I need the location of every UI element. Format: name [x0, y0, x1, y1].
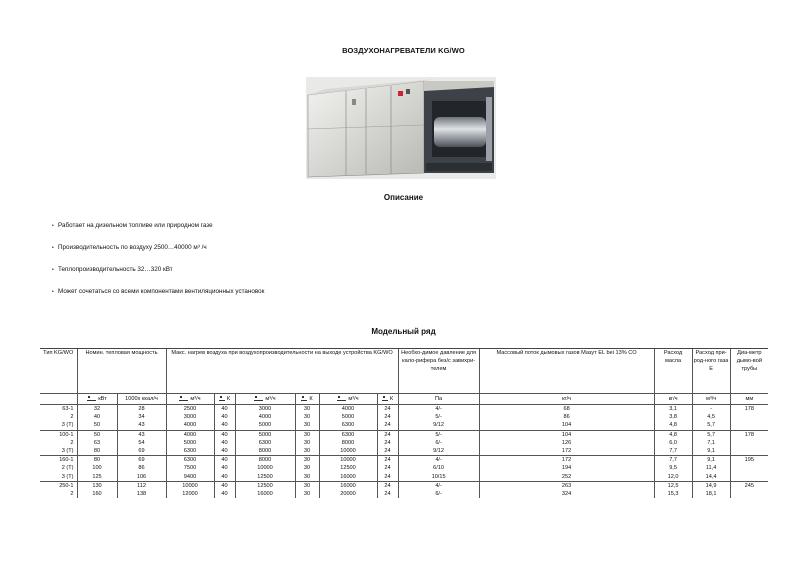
cell-pa: 10/15	[398, 473, 479, 482]
unit-cell: кВт	[77, 394, 117, 405]
cell-kcal: 69	[117, 447, 166, 456]
cell-dia	[730, 473, 768, 482]
cell-k2: 30	[295, 405, 319, 414]
cell-k2: 30	[295, 421, 319, 430]
cell-dia	[730, 464, 768, 472]
cell-type: 3 (T)	[61, 448, 74, 455]
cell-k1: 40	[214, 439, 235, 447]
cell-flue: 86	[479, 413, 654, 421]
cell-gas: 11,4	[692, 464, 730, 472]
table-row	[40, 481, 768, 490]
cell-pa: 9/12	[398, 447, 479, 456]
model-range-heading: Модельный ряд	[371, 327, 436, 336]
cell-pa: 6/10	[398, 464, 479, 472]
cell-oil: 12,5	[654, 481, 692, 490]
cell-oil: 4,8	[654, 430, 692, 439]
cell-gas: 5,7	[692, 421, 730, 430]
cell-dia	[730, 413, 768, 421]
cell-k3: 24	[377, 447, 398, 456]
cell-v3: 16000	[319, 473, 377, 482]
cell-type: 160-1	[40, 456, 77, 465]
cell-pa: 4/-	[398, 456, 479, 465]
cell-v3: 12500	[319, 464, 377, 472]
cell-k1: 40	[214, 473, 235, 482]
cell-pa: 6/-	[398, 490, 479, 498]
cell-pa: 6/-	[398, 439, 479, 447]
cell-v2: 16000	[235, 490, 295, 498]
cell-k3: 24	[377, 456, 398, 465]
cell-k1: 40	[214, 421, 235, 430]
cell-k1: 40	[214, 430, 235, 439]
cell-k3: 24	[377, 439, 398, 447]
cell-gas: 9,1	[692, 456, 730, 465]
cell-gas: 18,1	[692, 490, 730, 498]
table-row	[40, 439, 768, 447]
cell-kcal: 69	[117, 456, 166, 465]
header-oil-consumption: Расход масла	[654, 349, 692, 394]
cell-k3: 24	[377, 430, 398, 439]
cell-v2: 12500	[235, 481, 295, 490]
cell-k2: 30	[295, 413, 319, 421]
cell-flue: 68	[479, 405, 654, 414]
cell-v2: 12500	[235, 473, 295, 482]
cell-v2: 5000	[235, 421, 295, 430]
feature-item: • Может сочетаться со всеми компонентами вентиляционных установок	[58, 288, 264, 295]
unit-cell: 1000x ккал/ч	[117, 394, 166, 405]
cell-type: 2	[70, 414, 74, 421]
cell-v3: 5000	[319, 413, 377, 421]
cell-kcal: 43	[117, 421, 166, 430]
header-chimney-diameter: Диа-метр дымо-вой трубы	[730, 349, 768, 394]
cell-pa: 5/-	[398, 430, 479, 439]
unit-cell	[40, 394, 77, 405]
cell-k3: 24	[377, 464, 398, 472]
cell-v2: 3000	[235, 405, 295, 414]
cell-v2: 6300	[235, 439, 295, 447]
table-body	[40, 405, 768, 499]
cell-v3: 10000	[319, 456, 377, 465]
cell-dia: 245	[730, 481, 768, 490]
cell-kw: 160	[77, 490, 117, 498]
cell-dia	[730, 439, 768, 447]
cell-dia	[730, 447, 768, 456]
table-row	[40, 430, 768, 439]
cell-v3: 10000	[319, 447, 377, 456]
unit-cell: м³/ч	[319, 394, 377, 405]
unit-cell: К	[295, 394, 319, 405]
unit-cell: м³/ч	[235, 394, 295, 405]
cell-type: 3 (T)	[61, 422, 74, 429]
cell-oil: 15,3	[654, 490, 692, 498]
cell-dia: 178	[730, 430, 768, 439]
table-units-row	[40, 394, 768, 405]
cell-kcal: 86	[117, 464, 166, 472]
unit-cell: К	[214, 394, 235, 405]
cell-kw: 63	[77, 439, 117, 447]
cell-v1: 4000	[166, 430, 214, 439]
cell-type: 2	[70, 439, 74, 446]
header-type: Тип KG/WO	[40, 349, 77, 394]
cell-v1: 6300	[166, 447, 214, 456]
cell-v1: 6300	[166, 456, 214, 465]
cell-v2: 4000	[235, 413, 295, 421]
cell-k1: 40	[214, 405, 235, 414]
cell-kcal: 28	[117, 405, 166, 414]
cell-type: 250-1	[40, 481, 77, 490]
cell-kcal: 43	[117, 430, 166, 439]
header-max-heating: Макс. нагрев воздуха при воздухопроизводительности на выходе устройства KG/WO	[166, 349, 398, 394]
unit-cell: кг/ч	[654, 394, 692, 405]
feature-item: • Теплопроизводительность 32…320 кВт	[58, 266, 173, 273]
cell-flue: 252	[479, 473, 654, 482]
cell-flue: 104	[479, 430, 654, 439]
cell-type: 2	[70, 491, 74, 498]
unit-cell: кг/ч	[479, 394, 654, 405]
cell-k1: 40	[214, 490, 235, 498]
cell-kw: 50	[77, 421, 117, 430]
cell-k2: 30	[295, 439, 319, 447]
cell-v1: 2500	[166, 405, 214, 414]
cell-gas: 7,1	[692, 439, 730, 447]
cell-kw: 50	[77, 430, 117, 439]
cell-v3: 20000	[319, 490, 377, 498]
table-row	[40, 490, 768, 498]
cell-v1: 10000	[166, 481, 214, 490]
cell-v1: 7500	[166, 464, 214, 472]
table-row	[40, 473, 768, 482]
header-nominal-power: Номин. тепловая мощность	[77, 349, 166, 394]
table-row	[40, 413, 768, 421]
cell-v2: 8000	[235, 456, 295, 465]
cell-v1: 12000	[166, 490, 214, 498]
cell-kcal: 112	[117, 481, 166, 490]
table-row	[40, 464, 768, 472]
header-pressure: Необхо-димое давление для кало-рифера без/с завихри-телем	[398, 349, 479, 394]
cell-oil: 12,0	[654, 473, 692, 482]
page-title: ВОЗДУХОНАГРЕВАТЕЛИ KG/WO	[342, 46, 465, 55]
cell-gas: 14,4	[692, 473, 730, 482]
cell-kcal: 34	[117, 413, 166, 421]
cell-k1: 40	[214, 481, 235, 490]
cell-gas: 9,1	[692, 447, 730, 456]
cell-v2: 10000	[235, 464, 295, 472]
cell-k2: 30	[295, 456, 319, 465]
table-row	[40, 405, 768, 414]
model-range-table	[40, 348, 768, 498]
unit-cell: мм	[730, 394, 768, 405]
cell-k2: 30	[295, 447, 319, 456]
cell-gas: 4,5	[692, 413, 730, 421]
cell-kw: 100	[77, 464, 117, 472]
cell-k3: 24	[377, 421, 398, 430]
cell-v1: 5000	[166, 439, 214, 447]
cell-kcal: 54	[117, 439, 166, 447]
cell-dia	[730, 490, 768, 498]
cell-kw: 80	[77, 447, 117, 456]
cell-oil: 9,5	[654, 464, 692, 472]
cell-v3: 6300	[319, 430, 377, 439]
description-heading: Описание	[383, 193, 424, 202]
cell-k2: 30	[295, 430, 319, 439]
cell-v1: 4000	[166, 421, 214, 430]
cell-pa: 4/-	[398, 405, 479, 414]
cell-k3: 24	[377, 405, 398, 414]
cell-k2: 30	[295, 481, 319, 490]
header-gas-consumption: Расход при-род-ного газа E	[692, 349, 730, 394]
cell-kcal: 106	[117, 473, 166, 482]
cell-oil: 6,0	[654, 439, 692, 447]
cell-kw: 32	[77, 405, 117, 414]
unit-cell: м³/ч	[166, 394, 214, 405]
cell-dia: 178	[730, 405, 768, 414]
cell-kw: 80	[77, 456, 117, 465]
cell-k2: 30	[295, 473, 319, 482]
table-row	[40, 447, 768, 456]
cell-flue: 126	[479, 439, 654, 447]
cell-type: 100-1	[40, 430, 77, 439]
cell-flue: 194	[479, 464, 654, 472]
cell-gas: -	[692, 405, 730, 414]
cell-v3: 8000	[319, 439, 377, 447]
cell-type: 3 (T)	[61, 473, 74, 480]
feature-item: • Работает на дизельном топливе или природном газе	[58, 222, 213, 229]
cell-flue: 172	[479, 447, 654, 456]
unit-cell: Па	[398, 394, 479, 405]
cell-type: 2 (T)	[61, 465, 74, 472]
cell-kw: 125	[77, 473, 117, 482]
cell-kw: 40	[77, 413, 117, 421]
cell-v3: 4000	[319, 405, 377, 414]
cell-k1: 40	[214, 447, 235, 456]
cell-v1: 9400	[166, 473, 214, 482]
cell-type: 63-1	[40, 405, 77, 414]
table-header-row	[40, 349, 768, 394]
cell-flue: 324	[479, 490, 654, 498]
cell-kw: 130	[77, 481, 117, 490]
cell-oil: 7,7	[654, 447, 692, 456]
cell-flue: 172	[479, 456, 654, 465]
cell-pa: 5/-	[398, 413, 479, 421]
cell-gas: 14,9	[692, 481, 730, 490]
cell-dia: 195	[730, 456, 768, 465]
table-row	[40, 456, 768, 465]
cell-k3: 24	[377, 490, 398, 498]
cell-k2: 30	[295, 490, 319, 498]
cell-v1: 3000	[166, 413, 214, 421]
cell-oil: 7,7	[654, 456, 692, 465]
feature-item: • Производительность по воздуху 2500…40000 м³ /ч	[58, 244, 207, 251]
cell-pa: 4/-	[398, 481, 479, 490]
cell-v2: 5000	[235, 430, 295, 439]
cell-gas: 5,7	[692, 430, 730, 439]
cell-k3: 24	[377, 413, 398, 421]
air-heater-photo	[306, 77, 496, 179]
header-flue-gas: Массовый поток дымовых газов Мазут EL bei 13% CO	[479, 349, 654, 394]
cell-oil: 4,8	[654, 421, 692, 430]
cell-dia	[730, 421, 768, 430]
cell-flue: 263	[479, 481, 654, 490]
cell-k3: 24	[377, 473, 398, 482]
cell-v2: 8000	[235, 447, 295, 456]
cell-oil: 3,1	[654, 405, 692, 414]
cell-pa: 9/12	[398, 421, 479, 430]
table-row	[40, 421, 768, 430]
cell-oil: 3,8	[654, 413, 692, 421]
cell-v3: 16000	[319, 481, 377, 490]
cell-v3: 6300	[319, 421, 377, 430]
unit-cell: м³/ч	[692, 394, 730, 405]
cell-k1: 40	[214, 464, 235, 472]
cell-flue: 104	[479, 421, 654, 430]
cell-k1: 40	[214, 413, 235, 421]
cell-kcal: 138	[117, 490, 166, 498]
cell-k1: 40	[214, 456, 235, 465]
unit-cell: К	[377, 394, 398, 405]
cell-k3: 24	[377, 481, 398, 490]
cell-k2: 30	[295, 464, 319, 472]
